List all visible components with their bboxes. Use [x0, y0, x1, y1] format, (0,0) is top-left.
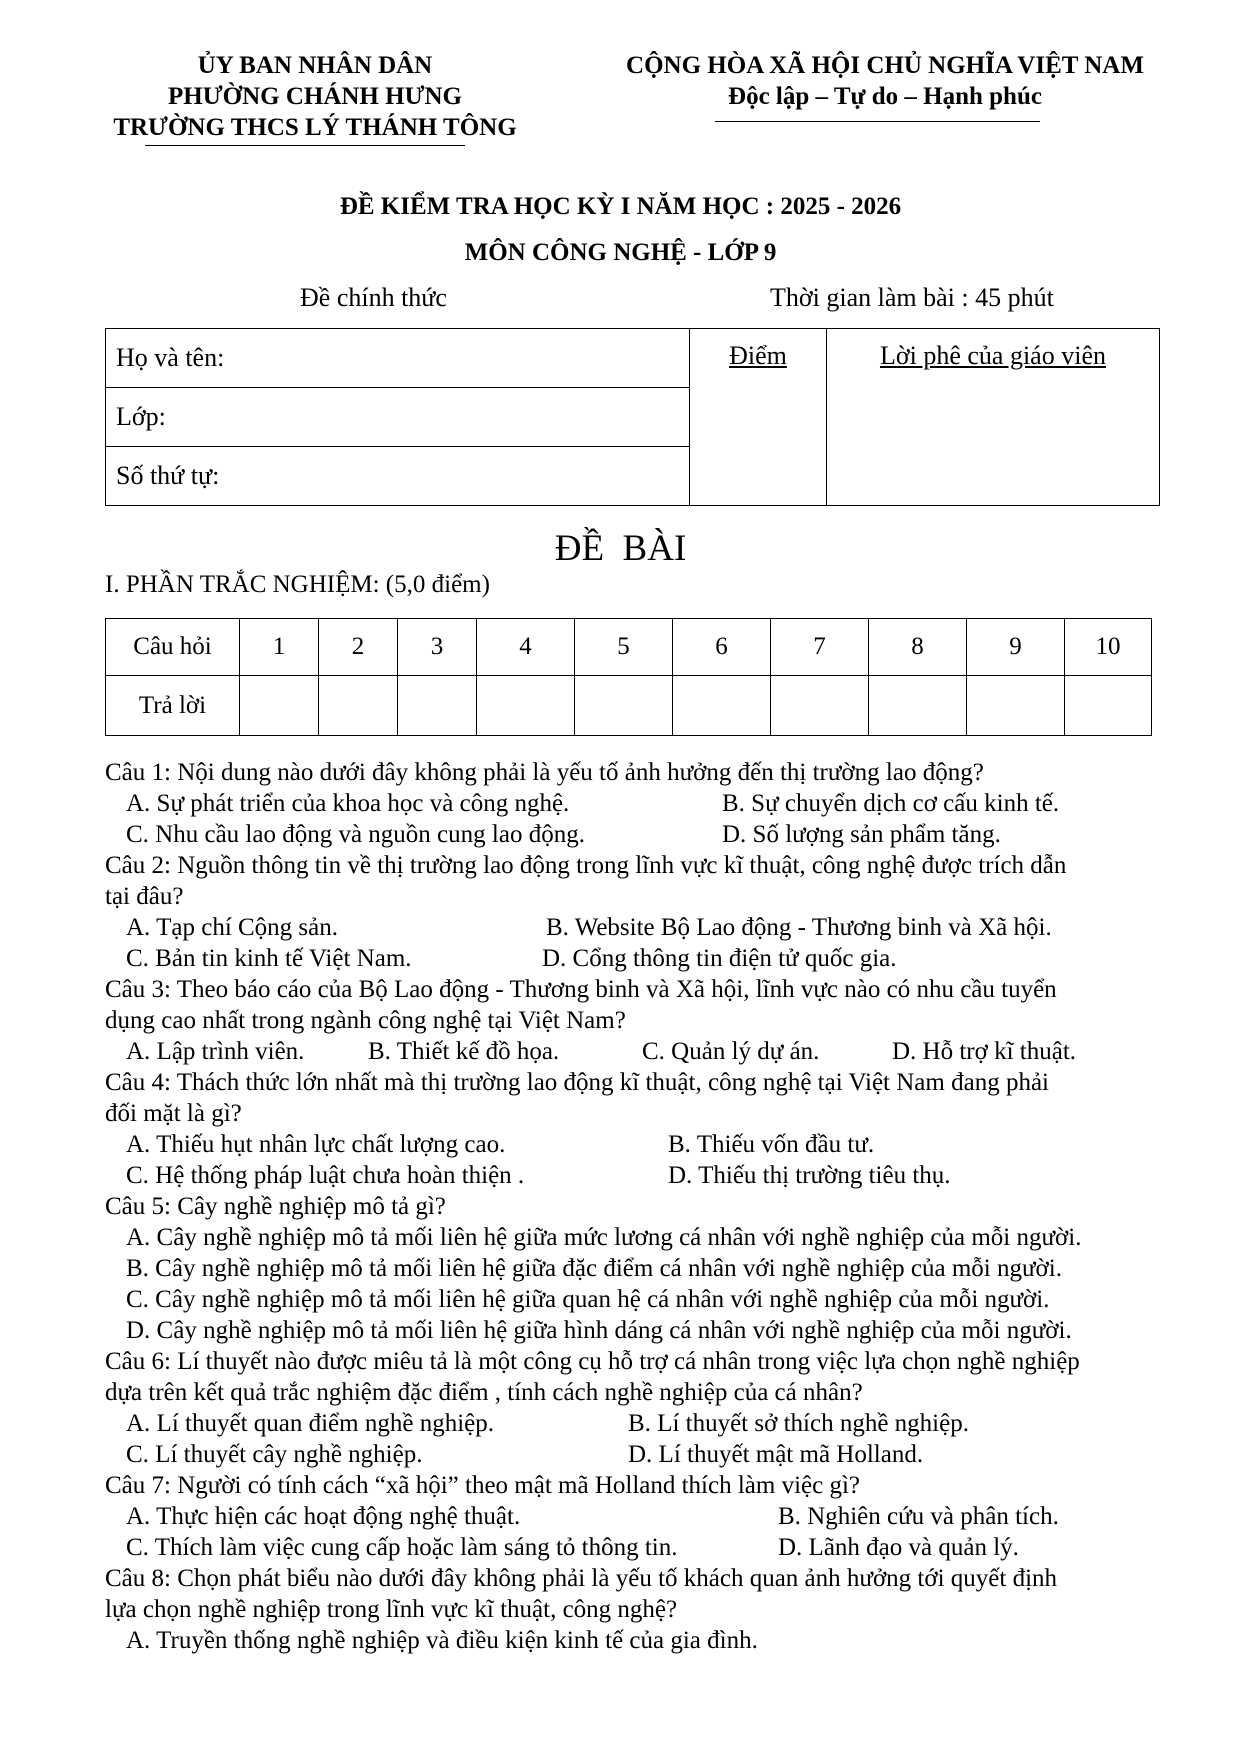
q2-option-a: A. Tạp chí Cộng sản. — [126, 914, 339, 941]
question-8-line-1: Câu 8: Chọn phát biểu nào dưới đây không phải là yếu tố khách quan ảnh hưởng tới quyết định — [105, 1565, 1058, 1592]
teacher-comment-label: Lời phê của giáo viên — [879, 341, 1106, 370]
q4-option-a: A. Thiếu hụt nhân lực chất lượng cao. — [126, 1131, 506, 1158]
header-left — [85, 50, 545, 143]
answer-cell[interactable] — [575, 676, 673, 736]
question-2-line-2: tại đâu? — [105, 883, 184, 910]
answer-table-row1-label: Câu hỏi — [106, 619, 240, 676]
student-number-field[interactable] — [106, 447, 690, 506]
header-right-line-2: Độc lập – Tự do – Hạnh phúc — [728, 83, 1042, 110]
question-number: 1 — [240, 619, 319, 676]
question-number: 2 — [319, 619, 398, 676]
header-left-line-3: TRƯỜNG THCS LÝ THÁNH TÔNG — [113, 114, 517, 141]
answer-cell[interactable] — [869, 676, 967, 736]
score-cell[interactable] — [690, 329, 827, 506]
q6-option-b: B. Lí thuyết sở thích nghề nghiệp. — [628, 1410, 969, 1437]
q1-option-d: D. Số lượng sản phẩm tăng. — [722, 821, 1001, 848]
q2-option-c: C. Bản tin kinh tế Việt Nam. — [126, 945, 412, 972]
official-label: Đề chính thức — [300, 283, 447, 312]
question-number: 5 — [575, 619, 673, 676]
answer-cell[interactable] — [240, 676, 319, 736]
q2-option-b: B. Website Bộ Lao động - Thương binh và Xã hội. — [546, 914, 1052, 941]
exam-title: ĐỀ KIỂM TRA HỌC KỲ I NĂM HỌC : 2025 - 2026 — [339, 193, 902, 220]
question-number: 9 — [967, 619, 1065, 676]
q6-option-c: C. Lí thuyết cây nghề nghiệp. — [126, 1441, 423, 1468]
section-1-heading: I. PHẦN TRẮC NGHIỆM: (5,0 điểm) — [105, 571, 490, 598]
header-right-underline — [715, 121, 1040, 122]
de-bai-heading: ĐỀ BÀI — [554, 528, 687, 569]
student-number-label: Số thứ tự: — [116, 461, 220, 490]
answer-cell[interactable] — [771, 676, 869, 736]
student-class-label: Lớp: — [116, 402, 166, 431]
q7-option-b: B. Nghiên cứu và phân tích. — [778, 1503, 1059, 1530]
header-left-line-2: PHƯỜNG CHÁNH HƯNG — [168, 83, 462, 110]
question-7: Câu 7: Người có tính cách “xã hội” theo mật mã Holland thích làm việc gì? — [105, 1472, 861, 1499]
question-number: 4 — [477, 619, 575, 676]
answer-cell[interactable] — [477, 676, 575, 736]
answer-cell[interactable] — [967, 676, 1065, 736]
q7-option-c: C. Thích làm việc cung cấp hoặc làm sáng tỏ thông tin. — [126, 1534, 678, 1561]
q1-option-b: B. Sự chuyển dịch cơ cấu kinh tế. — [722, 790, 1060, 817]
q3-option-a: A. Lập trình viên. — [126, 1038, 305, 1065]
question-6-line-1: Câu 6: Lí thuyết nào được miêu tả là một công cụ hỗ trợ cá nhân trong việc lựa chọn nghề nghiệp — [105, 1348, 1080, 1375]
q8-option-a: A. Truyền thống nghề nghiệp và điều kiện kinh tế của gia đình. — [126, 1627, 758, 1654]
q7-option-a: A. Thực hiện các hoạt động nghệ thuật. — [126, 1503, 521, 1530]
header-left-line-1: ỦY BAN NHÂN DÂN — [197, 52, 433, 79]
question-5: Câu 5: Cây nghề nghiệp mô tả gì? — [105, 1193, 446, 1220]
question-number: 10 — [1065, 619, 1152, 676]
q5-option-c: C. Cây nghề nghiệp mô tả mối liên hệ giữa quan hệ cá nhân với nghề nghiệp của mỗi người. — [126, 1286, 1050, 1313]
header-right — [590, 50, 1180, 112]
question-2-line-1: Câu 2: Nguồn thông tin về thị trường lao động trong lĩnh vực kĩ thuật, công nghệ được trích dẫn — [105, 852, 1067, 879]
question-number: 7 — [771, 619, 869, 676]
q4-option-d: D. Thiếu thị trường tiêu thụ. — [668, 1162, 951, 1189]
question-number: 3 — [398, 619, 477, 676]
student-name-label: Họ và tên: — [116, 343, 225, 372]
question-8-line-2: lựa chọn nghề nghiệp trong lĩnh vực kĩ thuật, công nghệ? — [105, 1596, 678, 1623]
teacher-comment-cell[interactable] — [827, 329, 1160, 506]
student-name-field[interactable] — [106, 329, 690, 388]
student-info-table — [105, 328, 1160, 506]
question-1: Câu 1: Nội dung nào dưới đây không phải là yếu tố ảnh hưởng đến thị trường lao động? — [105, 759, 984, 786]
question-4-line-2: đối mặt là gì? — [105, 1100, 242, 1127]
q5-option-b: B. Cây nghề nghiệp mô tả mối liên hệ giữa đặc điểm cá nhân với nghề nghiệp của mỗi người. — [126, 1255, 1062, 1282]
header-right-line-1: CỘNG HÒA XÃ HỘI CHỦ NGHĨA VIỆT NAM — [626, 52, 1144, 79]
question-3-line-1: Câu 3: Theo báo cáo của Bộ Lao động - Thương binh và Xã hội, lĩnh vực nào có nhu cầu tuyển — [105, 976, 1057, 1003]
question-number: 6 — [673, 619, 771, 676]
question-4-line-1: Câu 4: Thách thức lớn nhất mà thị trường lao động kĩ thuật, công nghệ tại Việt Nam đang phải — [105, 1069, 1049, 1096]
q4-option-c: C. Hệ thống pháp luật chưa hoàn thiện . — [126, 1162, 525, 1189]
answer-table-row2-label: Trả lời — [106, 676, 240, 736]
q6-option-d: D. Lí thuyết mật mã Holland. — [628, 1441, 924, 1468]
q1-option-a: A. Sự phát triển của khoa học và công nghệ. — [126, 790, 570, 817]
score-label: Điểm — [729, 341, 787, 370]
q3-option-c: C. Quản lý dự án. — [642, 1038, 820, 1065]
student-class-field[interactable] — [106, 388, 690, 447]
header-left-underline — [145, 145, 465, 146]
q4-option-b: B. Thiếu vốn đầu tư. — [668, 1131, 875, 1158]
q6-option-a: A. Lí thuyết quan điểm nghề nghiệp. — [126, 1410, 494, 1437]
question-6-line-2: dựa trên kết quả trắc nghiệm đặc điểm , tính cách nghề nghiệp của cá nhân? — [105, 1379, 863, 1406]
q7-option-d: D. Lãnh đạo và quản lý. — [778, 1534, 1019, 1561]
q2-option-d: D. Cổng thông tin điện tử quốc gia. — [542, 945, 897, 972]
answer-cell[interactable] — [398, 676, 477, 736]
q5-option-a: A. Cây nghề nghiệp mô tả mối liên hệ giữa mức lương cá nhân với nghề nghiệp của mỗi người. — [126, 1224, 1082, 1251]
duration-label: Thời gian làm bài : 45 phút — [770, 283, 1054, 312]
q3-option-b: B. Thiết kế đồ họa. — [368, 1038, 560, 1065]
answer-cell[interactable] — [673, 676, 771, 736]
q5-option-d: D. Cây nghề nghiệp mô tả mối liên hệ giữa hình dáng cá nhân với nghề nghiệp của mỗi người. — [126, 1317, 1072, 1344]
exam-subject: MÔN CÔNG NGHỆ - LỚP 9 — [464, 239, 777, 266]
q3-option-d: D. Hỗ trợ kĩ thuật. — [892, 1038, 1077, 1065]
question-3-line-2: dụng cao nhất trong ngành công nghệ tại Việt Nam? — [105, 1007, 626, 1034]
answer-table — [105, 618, 1152, 736]
answer-cell[interactable] — [319, 676, 398, 736]
q1-option-c: C. Nhu cầu lao động và nguồn cung lao động. — [126, 821, 585, 848]
question-number: 8 — [869, 619, 967, 676]
answer-cell[interactable] — [1065, 676, 1152, 736]
